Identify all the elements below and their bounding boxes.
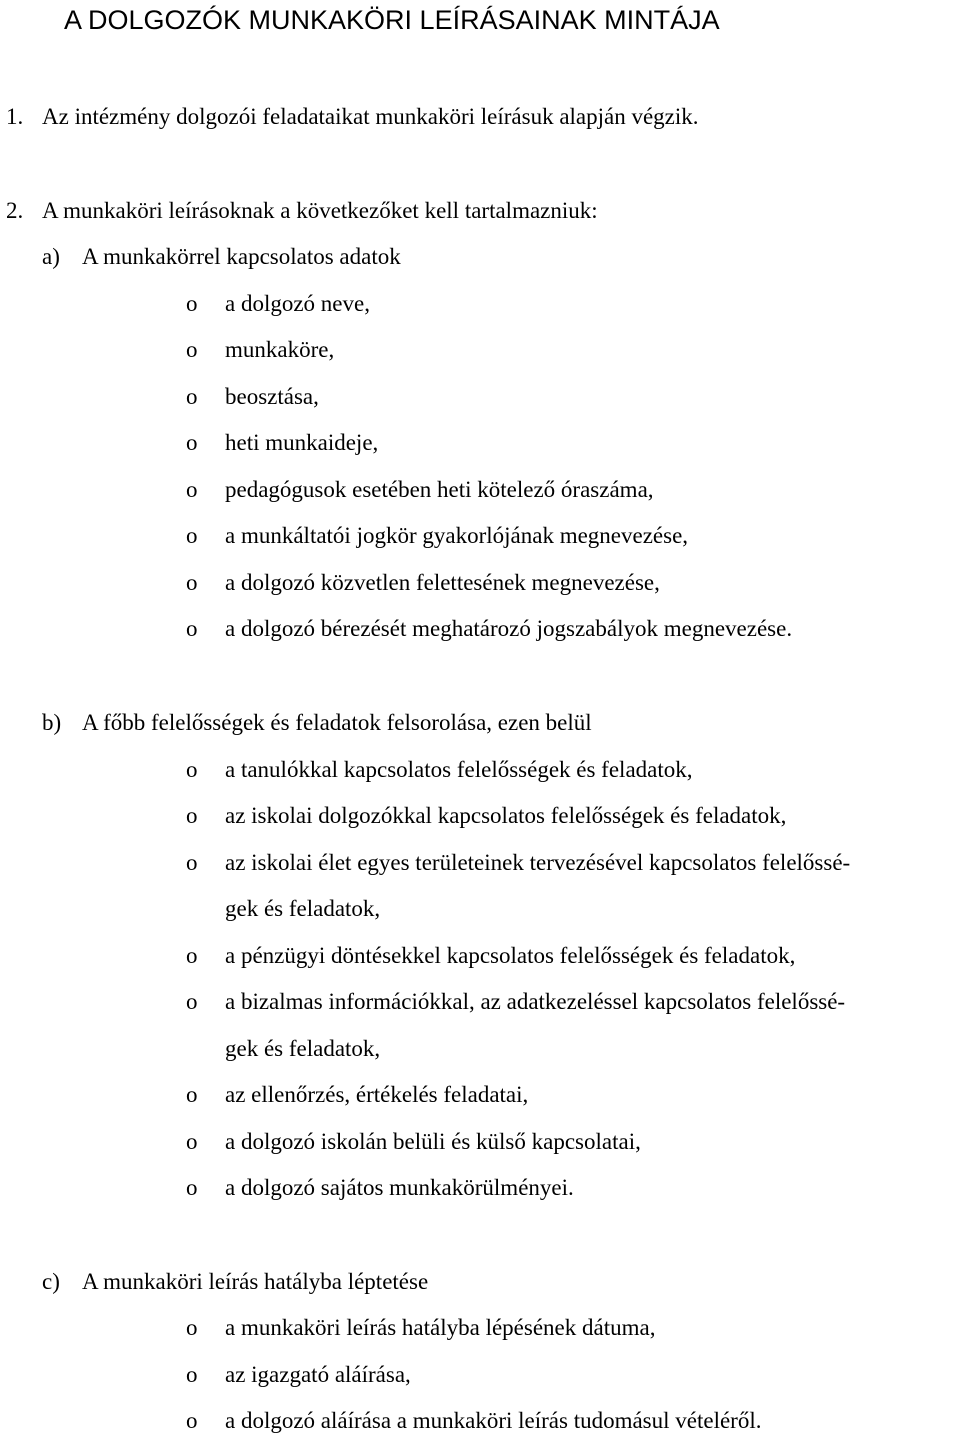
list-item-text: az iskolai élet egyes területeinek tervezésével kapcsolatos felelőssé- [225, 850, 851, 875]
list-item-text: heti munkaideje, [225, 430, 379, 455]
section-b-heading [42, 708, 902, 738]
bullet: o [186, 477, 198, 502]
section-marker: b) [42, 710, 62, 735]
list-item-text: a dolgozó aláírása a munkaköri leírás tudomásul vételéről. [225, 1408, 762, 1433]
section-c-heading [42, 1267, 902, 1297]
bullet: o [186, 430, 198, 455]
list-item-text: a dolgozó neve, [225, 291, 370, 316]
list-item [0, 1313, 960, 1343]
bullet: o [186, 1362, 198, 1387]
list-item [0, 1360, 960, 1390]
item-number: 2. [6, 198, 24, 223]
numbered-item-1 [6, 102, 906, 132]
list-item-text: munkaköre, [225, 337, 335, 362]
list-item-text: az ellenőrzés, értékelés feladatai, [225, 1082, 529, 1107]
item-text: Az intézmény dolgozói feladataikat munkaköri leírásuk alapján végzik. [42, 104, 699, 129]
list-item-text: gek és feladatok, [225, 896, 381, 921]
section-marker: a) [42, 244, 60, 269]
bullet: o [186, 1082, 198, 1107]
list-item-text: a pénzügyi döntésekkel kapcsolatos felelősségek és feladatok, [225, 943, 796, 968]
list-item [0, 941, 960, 971]
list-item-text: a dolgozó sajátos munkakörülményei. [225, 1175, 574, 1200]
bullet: o [186, 523, 198, 548]
bullet: o [186, 989, 198, 1014]
list-item [0, 521, 960, 551]
bullet: o [186, 943, 198, 968]
list-item [0, 335, 960, 365]
bullet: o [186, 1129, 198, 1154]
list-item [0, 382, 960, 412]
list-item-text: a dolgozó közvetlen felettesének megnevezése, [225, 570, 660, 595]
list-item [0, 755, 960, 785]
list-item [0, 568, 960, 598]
list-item-text: beosztása, [225, 384, 319, 409]
list-item-text: a tanulókkal kapcsolatos felelősségek és feladatok, [225, 757, 693, 782]
section-heading-text: A munkakörrel kapcsolatos adatok [82, 244, 401, 269]
bullet: o [186, 1408, 198, 1433]
bullet: o [186, 570, 198, 595]
list-item-text: a dolgozó iskolán belüli és külső kapcsolatai, [225, 1129, 641, 1154]
list-item [0, 1080, 960, 1110]
list-item-continuation [0, 1034, 960, 1064]
list-item-text: az iskolai dolgozókkal kapcsolatos felelősségek és feladatok, [225, 803, 787, 828]
document-title: A DOLGOZÓK MUNKAKÖRI LEÍRÁSAINAK MINTÁJA [64, 5, 720, 35]
bullet: o [186, 1175, 198, 1200]
list-item-text: gek és feladatok, [225, 1036, 381, 1061]
list-item-text: a munkaköri leírás hatályba lépésének dátuma, [225, 1315, 656, 1340]
list-item [0, 987, 960, 1017]
list-item [0, 1127, 960, 1157]
list-item [0, 1406, 960, 1436]
bullet: o [186, 337, 198, 362]
list-item [0, 848, 960, 878]
list-item [0, 614, 960, 644]
bullet: o [186, 384, 198, 409]
list-item-text: a bizalmas információkkal, az adatkezeléssel kapcsolatos felelőssé- [225, 989, 846, 1014]
bullet: o [186, 850, 198, 875]
bullet: o [186, 757, 198, 782]
section-heading-text: A munkaköri leírás hatályba léptetése [82, 1269, 429, 1294]
list-item-text: a munkáltatói jogkör gyakorlójának megnevezése, [225, 523, 689, 548]
section-heading-text: A főbb felelősségek és feladatok felsorolása, ezen belül [82, 710, 592, 735]
list-item-continuation [0, 894, 960, 924]
item-number: 1. [6, 104, 24, 129]
bullet: o [186, 291, 198, 316]
bullet: o [186, 803, 198, 828]
numbered-item-2 [6, 196, 906, 226]
item-text: A munkaköri leírásoknak a következőket kell tartalmazniuk: [42, 198, 598, 223]
list-item-text: a dolgozó bérezését meghatározó jogszabályok megnevezése. [225, 616, 793, 641]
section-a-heading [42, 242, 902, 272]
list-item [0, 475, 960, 505]
list-item-text: az igazgató aláírása, [225, 1362, 411, 1387]
list-item-text: pedagógusok esetében heti kötelező óraszáma, [225, 477, 654, 502]
list-item [0, 289, 960, 319]
section-marker: c) [42, 1269, 60, 1294]
bullet: o [186, 1315, 198, 1340]
list-item [0, 428, 960, 458]
list-item [0, 1173, 960, 1203]
bullet: o [186, 616, 198, 641]
list-item [0, 801, 960, 831]
